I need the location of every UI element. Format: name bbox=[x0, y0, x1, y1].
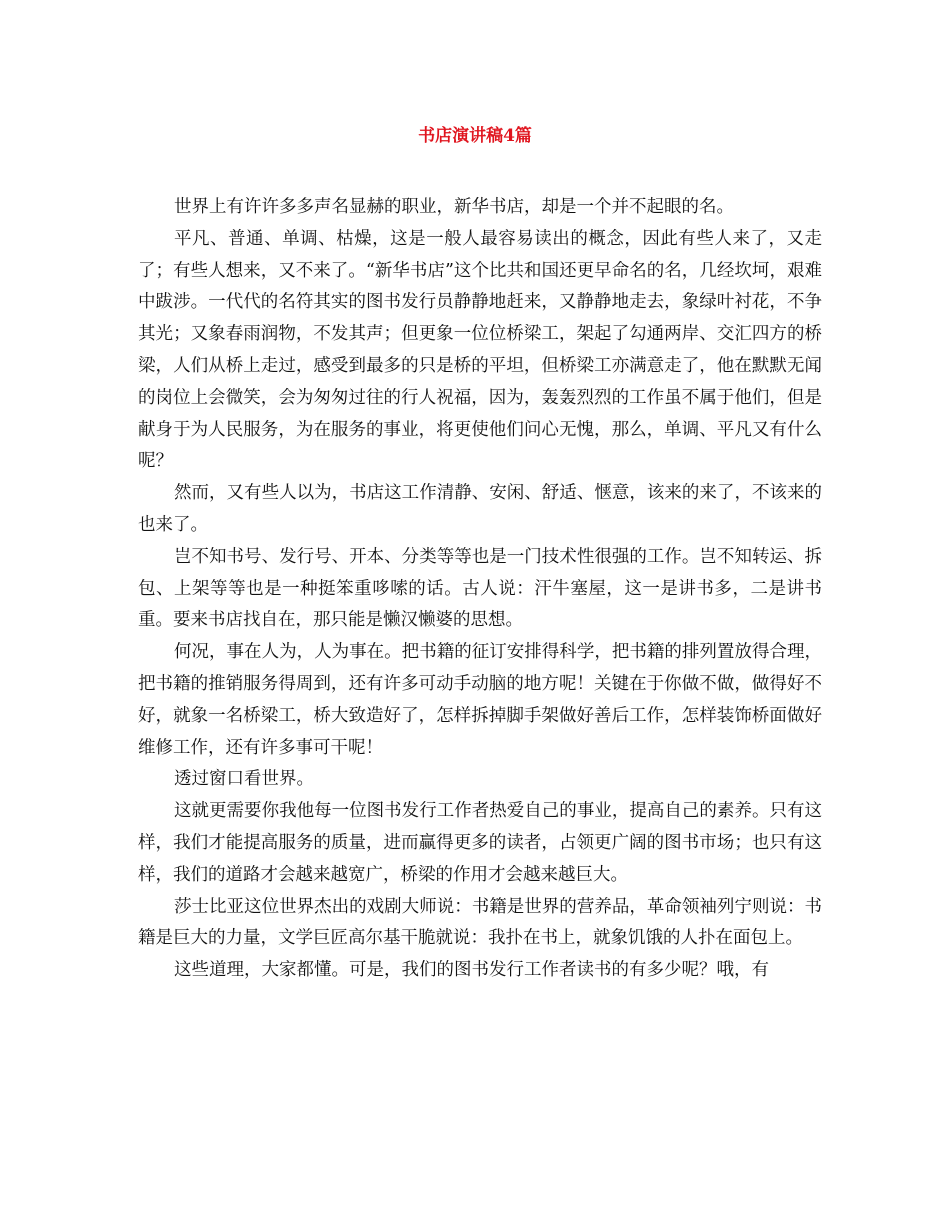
paragraph: 这就更需要你我他每一位图书发行工作者热爱自己的事业，提高自己的素养。只有这样，我们才能提高服务的质量，进而赢得更多的读者，占领更广阔的图书市场；也只有这样，我们的道路才会越来越宽广，桥梁的作用才会越来越巨大。 bbox=[138, 801, 822, 885]
document-body bbox=[138, 192, 822, 987]
paragraph: 莎士比亚这位世界杰出的戏剧大师说：书籍是世界的营养品，革命领袖列宁则说：书籍是巨大的力量，文学巨匠高尔基干脆就说：我扑在书上，就象饥饿的人扑在面包上。 bbox=[138, 896, 822, 949]
paragraph: 这些道理，大家都懂。可是，我们的图书发行工作者读书的有多少呢？哦，有 bbox=[174, 960, 769, 981]
paragraph: 岂不知书号、发行号、开本、分类等等也是一门技术性很强的工作。岂不知转运、拆包、上架等等也是一种挺笨重哆嗦的话。古人说：汗牛塞屋，这一是讲书多，二是讲书重。要来书店找自在，那只能是懒汉懒婆的思想。 bbox=[138, 546, 822, 631]
document-title: 书店演讲稿4篇 bbox=[418, 126, 532, 146]
paragraph: 然而，又有些人以为，书店这工作清静、安闲、舒适、惬意，该来的来了，不该来的也来了。 bbox=[138, 483, 822, 535]
paragraph: 透过窗口看世界。 bbox=[174, 769, 314, 790]
paragraph: 世界上有许许多多声名显赫的职业，新华书店，却是一个并不起眼的名。 bbox=[174, 197, 734, 217]
paragraph: 何况，事在人为，人为事在。把书籍的征订安排得科学，把书籍的排列置放得合理，把书籍的推销服务得周到，还有许多可动手动脑的地方呢！关键在于你做不做，做得好不好，就象一名桥梁工，桥大致造好了，怎样拆掉脚手架做好善后工作，怎样装饰桥面做好维修工作，还有许多事可干呢！ bbox=[138, 642, 822, 758]
paragraph: 平凡、普通、单调、枯燥，这是一般人最容易读出的概念，因此有些人来了，又走了；有些人想来，又不来了。“新华书店”这个比共和国还更早命名的名，几经坎坷，艰难中跋涉。一代代的名符其实的图书发行员静静地赶来，又静静地走去，象绿叶衬花，不争其光；又象春雨润物，不发其声；但更象一位位桥梁工，架起了勾通两岸、交汇四方的桥梁，人们从桥上走过，感受到最多的只是桥的平坦，但桥梁工亦满意走了，他在默默无闻的岗位上会微笑，会为匆匆过往的行人祝福，因为，轰轰烈烈的工作虽不属于他们，但是献身于为人民服务，为在服务的事业，将更使他们问心无愧，那么，单调、平凡又有什么呢？ bbox=[138, 228, 822, 472]
